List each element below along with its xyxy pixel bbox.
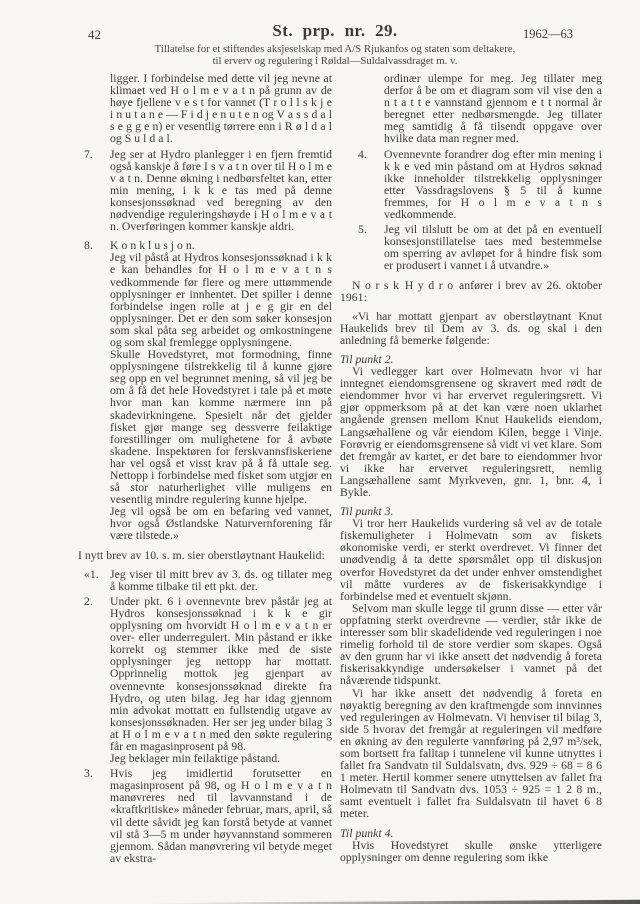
paragraph: Vi tror herr Haukelids vurdering så vel av de totale fiskemuligheter i Holmevatn som av fiskets økonomiske verdi, er sterkt overdrevet. Vi finner det unødvendig å ta dette spørsmålet opp til diskusjon overfor Hovedstyret da det under enhver omstendighet vil måtte vurderes av de fiskerisakkyndige i forbindelse med et eventuelt skjønn. (340, 517, 602, 603)
list-item (66, 768, 332, 865)
item-text (110, 240, 332, 542)
item-paragraph: Jeg beklager min feilaktige påstand. (110, 752, 281, 766)
list-item (66, 240, 332, 542)
paragraph: Vi vedlegger kart over Holmevatn hvor vi har inntegnet eiendomsgrensene og skravert med rødt de eiendommer hvor vi har ervervet reguleringsrett. Vi gjør oppmerksom på at det kan være noen uklarhet angående grensen mellom Knut Haukelids eiendom, Langsæhallene og vår eiendom Kilen, begge i Vinje. Forøvrig er eiendomsgrensene så vidt vi vet klare. Som det fremgår av kartet, er det bare to eiendommer hvor vi ikke har ervervet reguleringsrett, nemlig Langsæhallene samt Myrkveven, gnr. 1, bnr. 4, i Bykle. (340, 365, 602, 499)
item-text (384, 224, 602, 272)
section-subheading: Til punkt 4. (340, 826, 394, 840)
list-item (340, 149, 602, 222)
subtitle-line-2: til erverv og regulering i Røldal—Suldalvassdraget m. v. (212, 54, 458, 67)
list-item (66, 149, 332, 234)
page-number: 42 (88, 27, 101, 42)
continuation-paragraph: ordinær ulempe for meg. Jeg tillater meg derfor å be om et diagram som vil vise den a n t a t t e vannstand gjennom e t t normal år beregnet etter nedbørsmengde. Jeg tillater meg samtidig å få tilsendt oppgave over hvilke data man regner med. (384, 72, 602, 146)
item-number: 8. (84, 239, 93, 253)
scan-edge-artifact (150, 899, 640, 904)
item-number: 3. (84, 767, 93, 781)
paragraph: «Vi har mottatt gjenpart av oberstløytnant Knut Haukelids brev til Dem av 3. ds. og skal i den anledning få bemerke følgende: (340, 309, 602, 347)
item-paragraph: Hvis jeg imidlertid forutsetter en magasinprosent på 98, og H o l m e v a t n manøvreres ned til lavvannstand i de «kraftkritiske» måneder februar, mars, april, så vil dette såvidt jeg kan forstå betyde at vannet vil stå 3—5 m under høyvannstand sommeren gjennom. Sådan manøvrering vil betyde meget av ekstra- (110, 767, 332, 865)
item-paragraph: Jeg vil tilslutt be om at det på en eventuell konsesjonstillatelse taes med bestemmelse om sperring av avløpet for å hindre fisk som er produsert i vannet i å utvandre.» (384, 223, 602, 273)
item-text (384, 149, 602, 222)
paragraph: I nytt brev av 10. s. m. sier oberstløytnant Haukelid: (78, 548, 325, 562)
paragraph: Vi har ikke ansett det nødvendig å foreta en nøyaktig beregning av den kraftmengde som innvinnes ved reguleringen av Holmevatn. Vi henviser til bilag 3, side 5 hvorav det fremgår at reguleringen vil medføre en økning av den regulerte vannføring på 2,97 m³/sek, som bortsett fra falltap i tunnelene vil kunne utnyttes i fallet fra Sandvatn til Suldalsvatn, dvs. 929 ÷ 68 = 8 6 1 meter. Hertil kommer senere utnyttelsen av fallet fra Holmevatn til Sandvatn dvs. 1053 ÷ 925 = 1 2 8 m., samt eventuelt i fallet fra Suldalsvatn til havet 6 8 meter. (340, 686, 602, 821)
list-item (340, 224, 602, 272)
item-number: 7. (84, 147, 93, 161)
item-number: 4. (358, 147, 367, 161)
document-title: St. prp. nr. 29. (272, 21, 398, 40)
item-paragraph: Ovennevnte forandrer dog efter min mening i k k e ved min påstand om at Hydros søknad ikke inneholder tilstrekkelig opplysninger etter Vassdragslovens § 5 til å kunne fremmes, for H o l m e v a t n s vedkommende. (384, 147, 602, 222)
paragraph: Hvis Hovedstyret skulle ønske ytterligere opplysninger om denne regulering som ikke (340, 838, 602, 864)
paragraph: Selvom man skulle legge til grunn disse — etter vår oppfatning sterkt overdrevne — verdier, står ikke de interesser som blir skadelidende ved reguleringen i noe rimelig forhold til de store verdier som skapes. Også av den grunn har vi ikke ansett det nødvendig å foreta fiskerisakkyndige undersøkelser i vannet på det nåværende tidspunkt. (340, 601, 602, 688)
left-column (66, 73, 332, 865)
item-text (110, 768, 332, 865)
item-text (110, 569, 332, 593)
item-paragraph: Jeg ser at Hydro planlegger i en fjern fremtid også kanskje å føre I s v a t n over til H o l m e v a t n. Denne økning i nedbørsfeltet kan, etter min mening, i k k e tas med på denne konsesjonssøknad ved beregning av den nødvendige reguleringshøyde i H o l m e v a t n. Overføringen kommer kanskje aldri. (110, 147, 332, 234)
item-number: 2. (84, 594, 93, 608)
continuation-paragraph: ligger. I forbindelse med dette vil jeg nevne at klimaet ved H o l m e v a t n på grunn av de høye fjellene v e s t for vannet (T r o l l s k j e i n u t a n e — F i d j e n u t e n og V a s s d a l s e g g e n) er vesentlig tørrere enn i R ø l d a l og S u l d a l. (110, 72, 332, 146)
list-item (66, 569, 332, 593)
list-item (66, 596, 332, 765)
item-paragraph: K o n k l u s j o n. (110, 239, 195, 253)
right-column (340, 73, 602, 864)
item-text (110, 149, 332, 234)
section-subheading: Til punkt 3. (340, 505, 394, 519)
item-paragraph: Jeg viser til mitt brev av 3. ds. og tillater meg å komme tilbake til ett pkt. der. (110, 567, 332, 593)
item-text (110, 596, 332, 765)
item-paragraph: Under pkt. 6 i ovennevnte brev påstår jeg at Hydros konsesjonssøknad i k k e gir opplysning om hvorvidt H o l m e v a t n er over- eller underregulert. Min påstand er ikke korrekt og stemmer ikke med de siste opplysninger jeg nettopp har mottatt. Opprinnelig mottok jeg gjenpart av ovennevnte konsesjonssøknad direkte fra Hydro, og uten bilag. Jeg har idag gjennom min advokat mottatt en fullstendig utgave av konsesjonssøknaden. Her ser jeg under bilag 3 at H o l m e v a t n med den søkte regulering får en magasinprosent på 98. (110, 594, 332, 753)
item-paragraph: Jeg vil påstå at Hydros konsesjonssøknad i k k e kan behandles for H o l m e v a t n s vedkommende før flere og mere uttømmende opplysninger er innhentet. Det spiller i denne forbindelse ingen rolle at j e g gir en del opplysninger. Det er den som søker konsesjon som skal påta seg arbeidet og omkostningene og som skal fremlegge opplysningene. (110, 251, 332, 349)
item-paragraph: Jeg vil også be om en befaring ved vannet, hvor også Østlandske Naturvernforening får være tilstede.» (110, 505, 332, 543)
document-subtitle (30, 44, 640, 67)
section-subheading: Til punkt 2. (340, 352, 394, 366)
item-paragraph: Skulle Hovedstyret, mot formodning, finne opplysningene tilstrekkelig til å kunne gjøre seg opp en vel begrunnet mening, så vil jeg be om å få det hele Hovedstyret i tale på et møte hvor man kan komme nærmere inn på skadevirkningene. Spesielt når det gjelder fisket gjør mange seg dessverre feilaktige forestillinger om mulighetene for å avbøte skadene. Inspektøren for ferskvannsfiskeriene har vel også et visst krav på å få uttale seg. Nettopp i forbindelse med fisket som utgjør en så stor naturherlighet ville muligens en vesentlig mindre regulering kunne hjelpe. (110, 348, 332, 507)
item-number: «1. (84, 567, 99, 581)
subtitle-line-1: Tillatelse for et stiftendes aksjeselskap med A/S Rjukanfos og staten som deltakere, (154, 43, 516, 55)
paragraph: N o r s k H y d r o anfører i brev av 26. oktober 1961: (340, 278, 602, 304)
session-year: 1962—63 (523, 27, 573, 41)
item-number: 5. (358, 223, 367, 237)
